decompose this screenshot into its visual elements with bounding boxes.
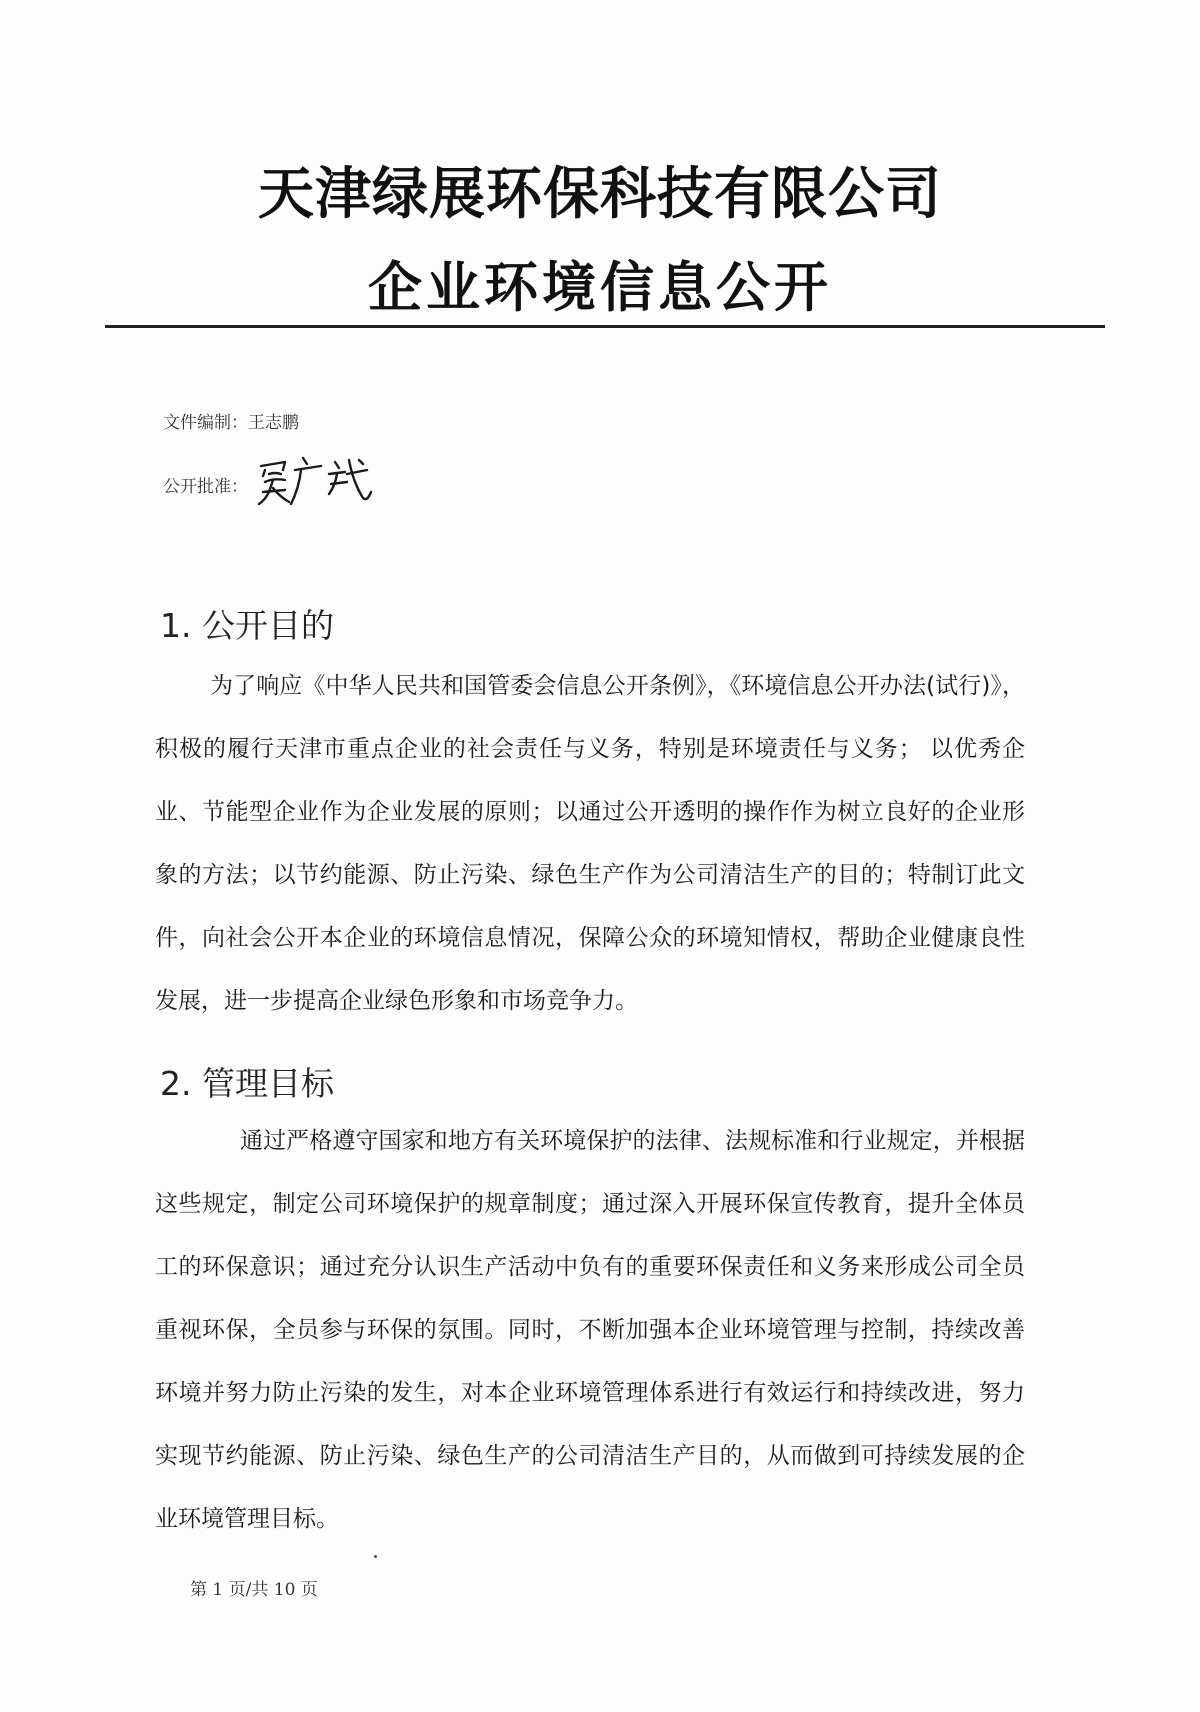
title-divider	[105, 325, 1105, 328]
editor-name: 王志鹏	[248, 413, 299, 433]
document-subject-title: 企业环境信息公开	[368, 256, 832, 319]
editor-line	[163, 408, 299, 433]
page-number: 第 1 页/共 10 页	[190, 1580, 318, 1600]
approval-label: 公开批准：	[163, 477, 248, 497]
section-body-management-goal: 通过严格遵守国家和地方有关环境保护的法律、法规标准和行业规定，并根据这些规定，制定公司环境保护的规章制度；通过深入开展环保宣传教育，提升全体员工的环保意识；通过充分认识生产活动中负有的重要环保责任和义务来形成公司全员重视环保，全员参与环保的氛围。同时，不断加强本企业环境管理与控制，持续改善环境并努力防止污染的发生，对本企业环境管理体系进行有效运行和持续改进，努力实现节约能源、防止污染、绿色生产的公司清洁生产目的，从而做到可持续发展的企业环境管理目标。	[155, 1128, 1025, 1532]
approval-line	[163, 472, 248, 497]
section-heading-management-goal: 2. 管理目标	[160, 1064, 334, 1103]
editor-label: 文件编制：	[163, 413, 248, 433]
handwritten-signature	[255, 452, 375, 512]
company-title: 天津绿展环保科技有限公司	[258, 162, 942, 227]
scan-speck	[374, 1555, 377, 1558]
section-body-purpose: 为了响应《中华人民共和国管委会信息公开条例》，《环境信息公开办法(试行)》，积极的履行天津市重点企业的社会责任与义务，特别是环境责任与义务； 以优秀企业、节能型企业作为企业发展的原则；以通过公开透明的操作作为树立良好的企业形象的方法；以节约能源、防止污染、绿色生产作为公司清洁生产的目的；特制订此文件，向社会公开本企业的环境信息情况，保障公众的环境知情权，帮助企业健康良性发展，进一步提高企业绿色形象和市场竞争力。	[155, 673, 1025, 1014]
section-heading-purpose: 1. 公开目的	[160, 606, 334, 645]
